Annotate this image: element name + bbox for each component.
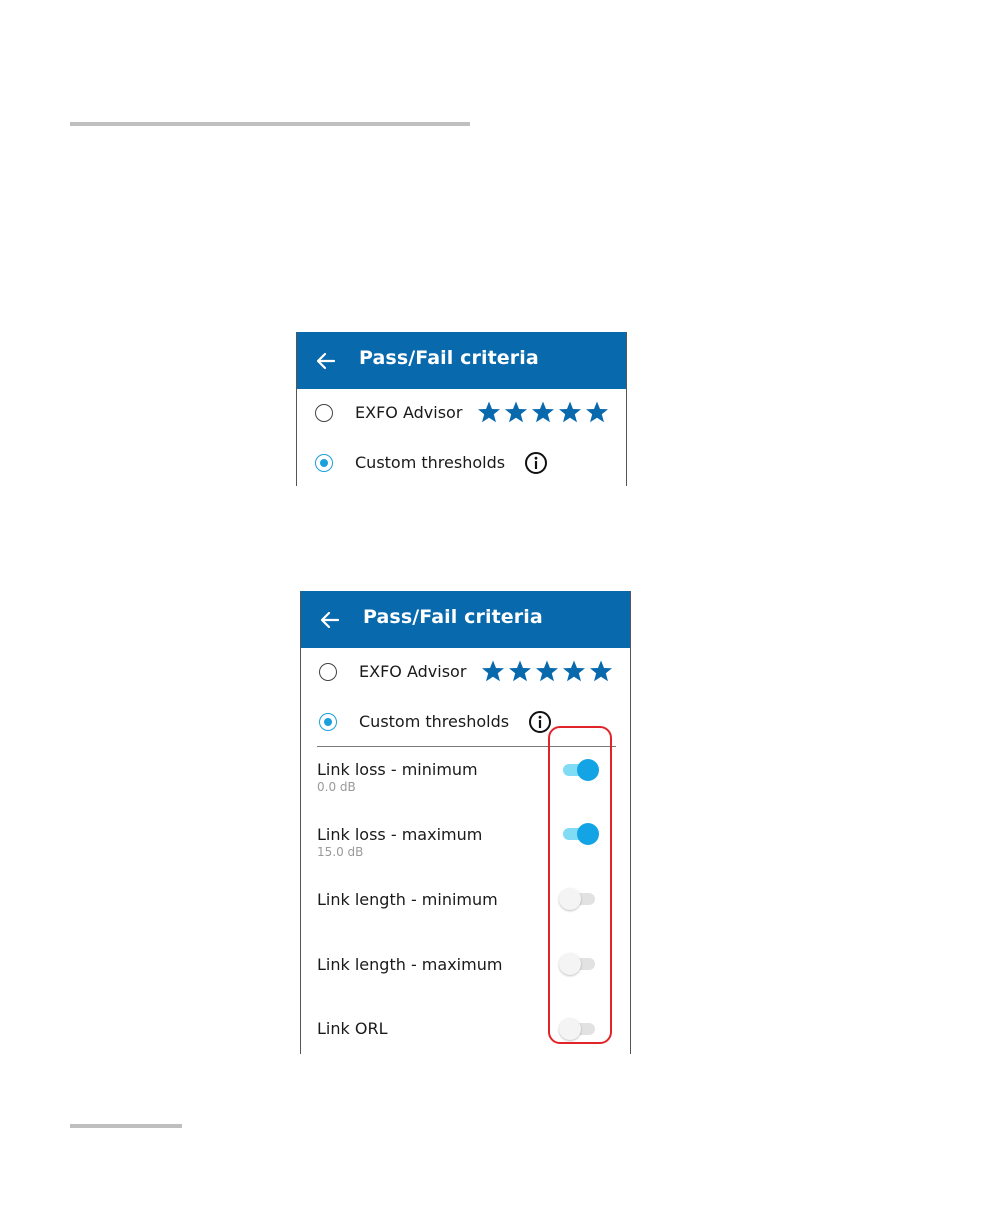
info-circle-icon[interactable] xyxy=(528,710,552,734)
custom-thresholds-radio[interactable] xyxy=(315,454,333,472)
pass-fail-panel-before xyxy=(296,332,627,486)
star-icon xyxy=(589,659,613,683)
option-custom-thresholds[interactable] xyxy=(297,439,626,486)
page-title: Pass/Fail criteria xyxy=(363,606,543,628)
threshold-label: Link loss - maximum xyxy=(317,825,483,844)
header-bar xyxy=(297,332,626,389)
option-exfo-advisor[interactable] xyxy=(297,389,626,439)
toggle-highlight-box xyxy=(548,726,612,1044)
star-icon xyxy=(504,400,528,424)
threshold-label: Link ORL xyxy=(317,1019,388,1038)
option-exfo-advisor[interactable] xyxy=(301,648,630,698)
star-icon xyxy=(585,400,609,424)
rating-stars xyxy=(481,659,613,683)
info-circle-icon[interactable] xyxy=(524,451,548,475)
threshold-label: Link length - maximum xyxy=(317,955,503,974)
exfo-advisor-label: EXFO Advisor xyxy=(359,662,467,681)
threshold-value: 15.0 dB xyxy=(317,845,364,859)
custom-thresholds-label: Custom thresholds xyxy=(359,712,510,731)
star-icon xyxy=(508,659,532,683)
star-icon xyxy=(477,400,501,424)
threshold-label: Link length - minimum xyxy=(317,890,498,909)
star-icon xyxy=(535,659,559,683)
page-title: Pass/Fail criteria xyxy=(359,347,539,369)
star-icon xyxy=(558,400,582,424)
exfo-advisor-label: EXFO Advisor xyxy=(355,403,463,422)
exfo-advisor-radio[interactable] xyxy=(315,404,333,422)
star-icon xyxy=(531,400,555,424)
exfo-advisor-radio[interactable] xyxy=(319,663,337,681)
rating-stars xyxy=(477,400,609,424)
custom-thresholds-label: Custom thresholds xyxy=(355,453,506,472)
threshold-value: 0.0 dB xyxy=(317,780,356,794)
star-icon xyxy=(481,659,505,683)
bottom-rule xyxy=(70,1124,182,1128)
top-rule xyxy=(70,122,470,126)
threshold-label: Link loss - minimum xyxy=(317,760,478,779)
star-icon xyxy=(562,659,586,683)
arrow-left-icon[interactable] xyxy=(315,350,337,372)
arrow-left-icon[interactable] xyxy=(319,609,341,631)
header-bar xyxy=(301,591,630,648)
custom-thresholds-radio[interactable] xyxy=(319,713,337,731)
